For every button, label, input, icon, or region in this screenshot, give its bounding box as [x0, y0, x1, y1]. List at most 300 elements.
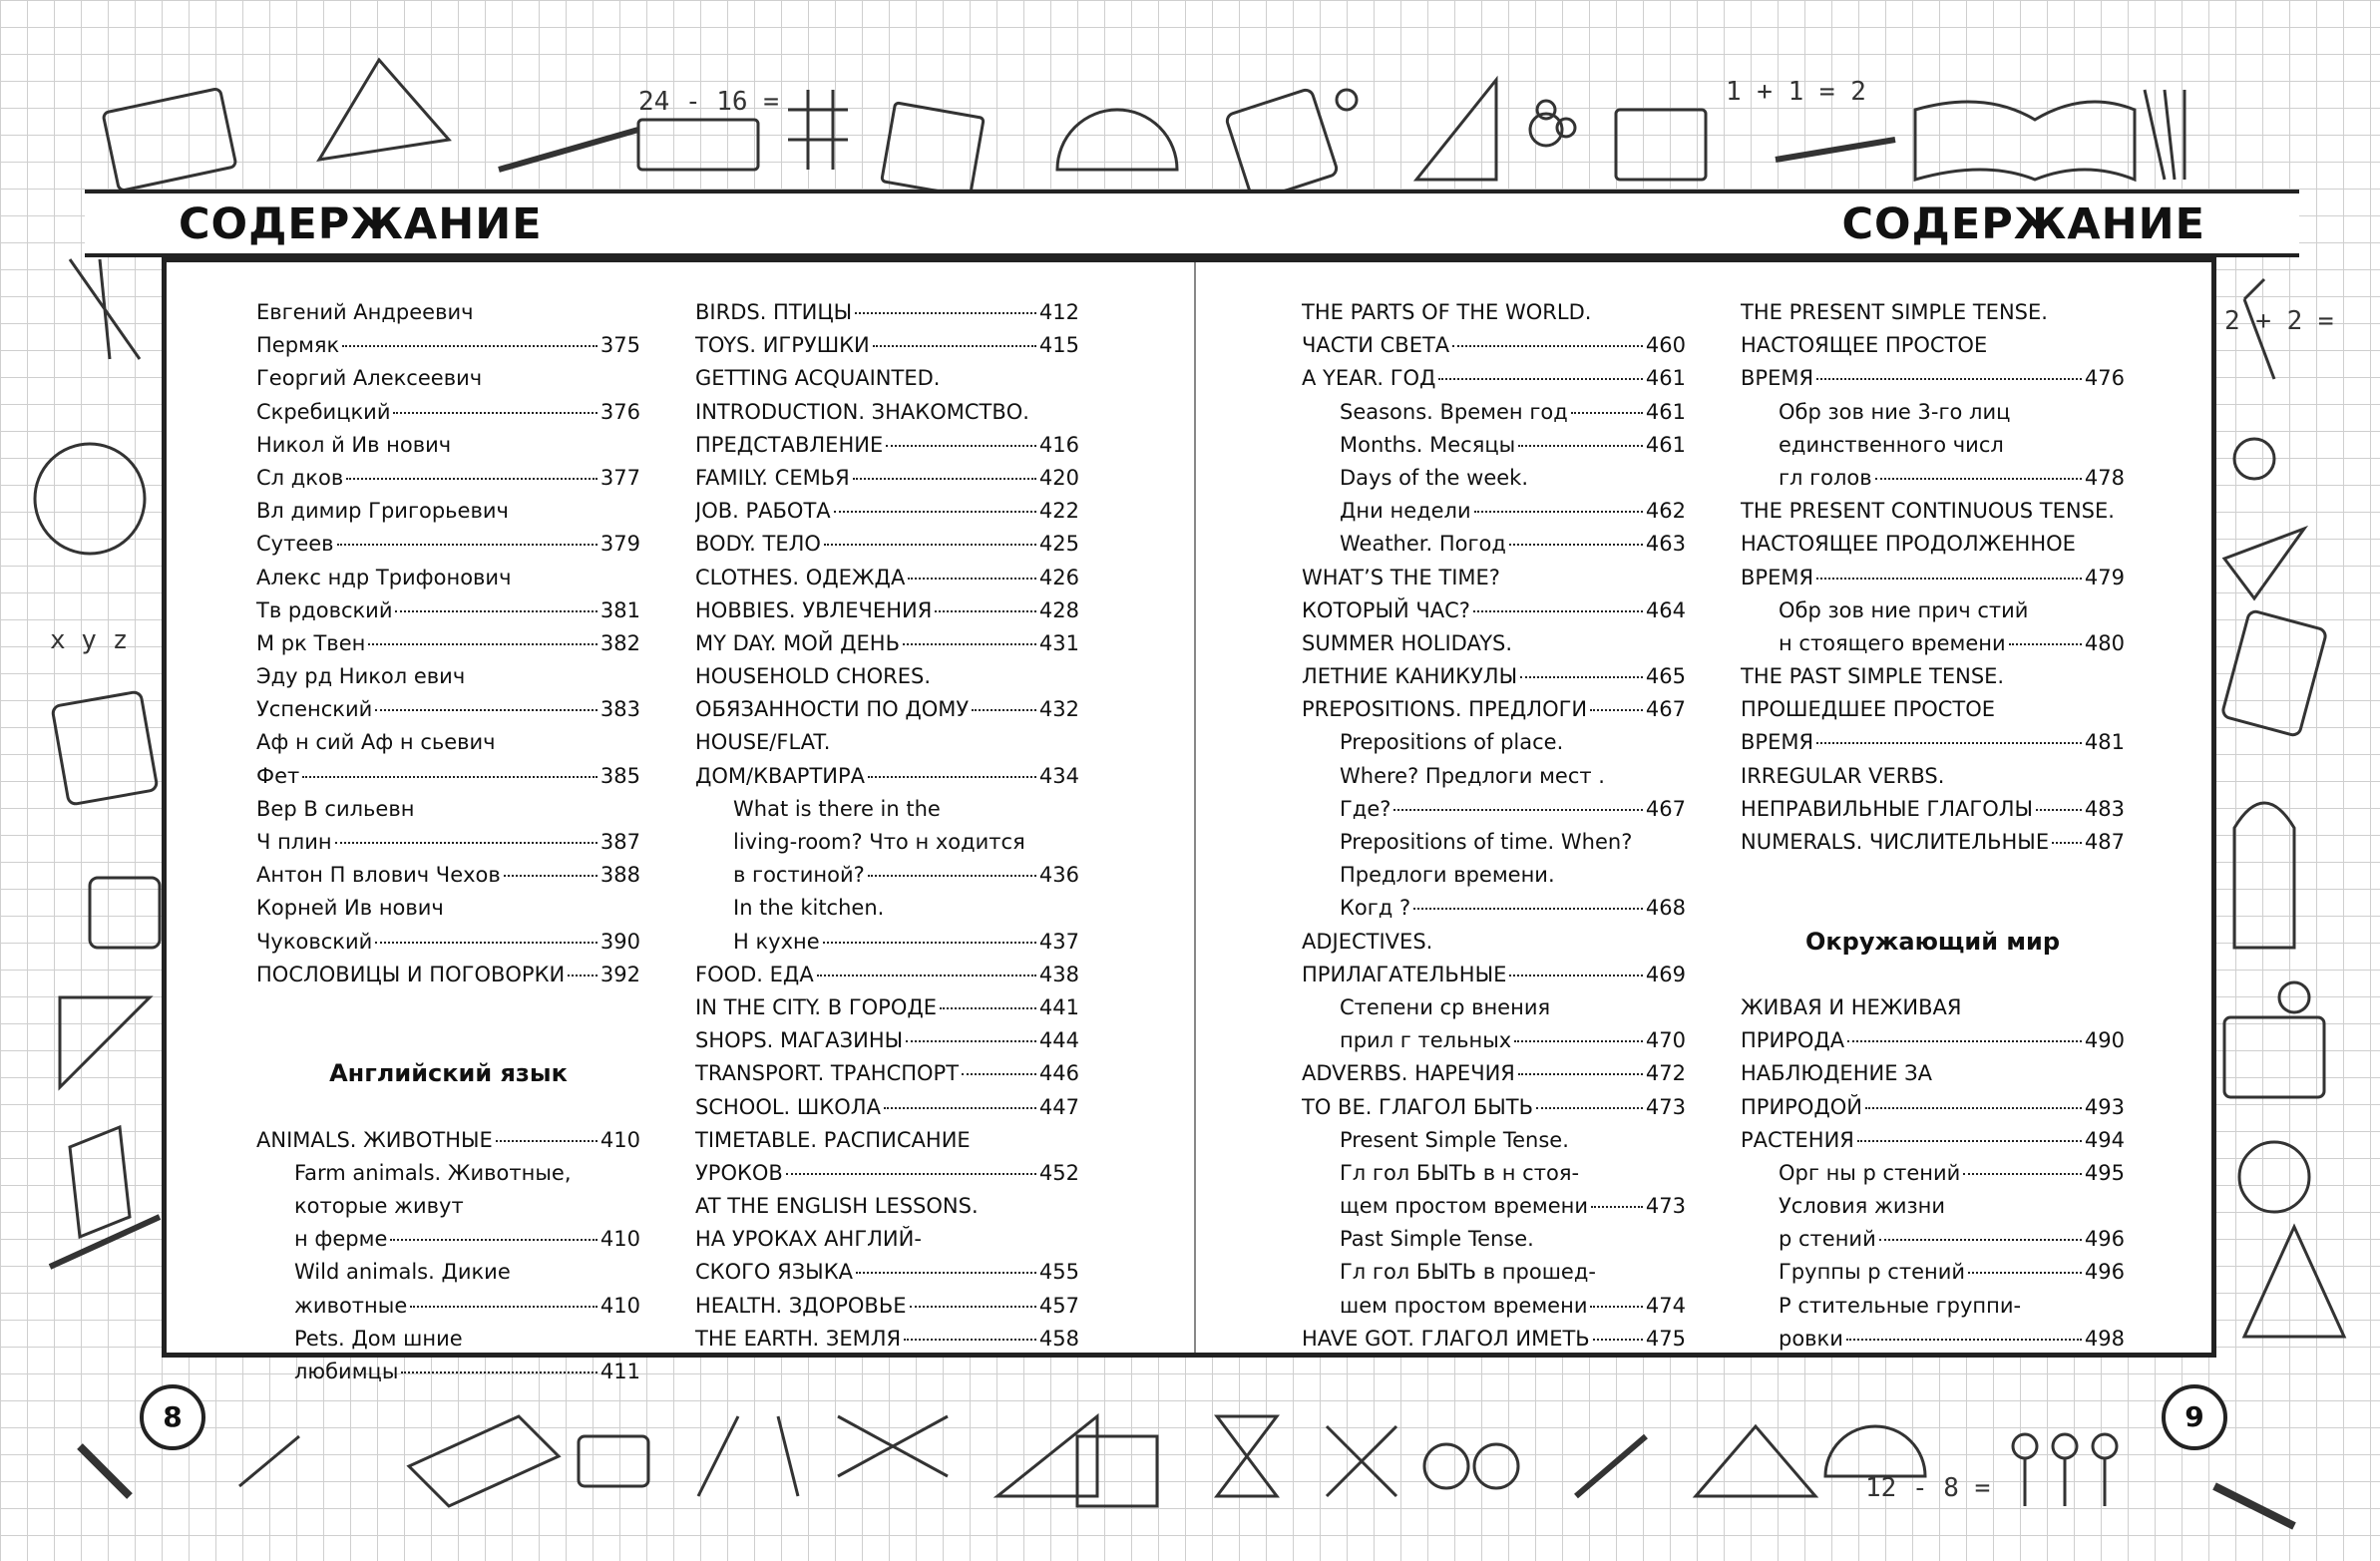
toc-entry	[1302, 892, 1686, 925]
toc-entry	[1741, 594, 2125, 627]
dot-leader	[401, 1371, 596, 1373]
dot-leader	[972, 709, 1036, 711]
toc-entry-page: 431	[1038, 630, 1079, 655]
toc-entry-title: Окружающий мир	[1804, 927, 2061, 956]
toc-entry-title: Где?	[1340, 796, 1391, 821]
toc-entry	[1741, 562, 2125, 594]
toc-entry-title: Аф н сий Аф н сьевич	[256, 730, 496, 755]
toc-entry-title: ВРЕМЯ	[1741, 565, 1814, 589]
toc-entry-title: Days of the week.	[1340, 465, 1528, 490]
toc-entry	[1741, 1323, 2125, 1356]
dot-leader	[1816, 742, 2082, 744]
dot-leader	[1847, 1040, 2082, 1042]
toc-entry-title: Farm animals. Животные,	[294, 1160, 572, 1185]
toc-entry	[1302, 1124, 1686, 1157]
toc-entry-title: HEALTH. ЗДОРОВЬЕ	[695, 1293, 907, 1318]
toc-entry	[1302, 329, 1686, 362]
toc-entry	[695, 859, 1079, 892]
toc-entry	[695, 726, 1079, 759]
dot-leader	[910, 1306, 1036, 1308]
toc-entry-page: 385	[599, 763, 640, 788]
toc-entry-page: 392	[599, 962, 640, 986]
toc-entry-title: Where? Предлоги мест .	[1340, 763, 1605, 788]
toc-entry	[1741, 1057, 2125, 1090]
toc-entry-page: 467	[1645, 697, 1686, 722]
toc-entry	[256, 462, 640, 495]
toc-entry-title: JOB. РАБОТА	[695, 499, 831, 524]
toc-entry	[695, 296, 1079, 329]
svg-text:1 + 1 = 2: 1 + 1 = 2	[1726, 77, 1866, 107]
toc-entry-title: In the kitchen.	[733, 896, 885, 921]
toc-entry-title: ЖИВАЯ И НЕЖИВАЯ	[1741, 994, 1962, 1019]
dot-leader	[873, 345, 1036, 347]
svg-text:24 - 16 =: 24 - 16 =	[638, 87, 779, 117]
toc-entry-page: 447	[1038, 1094, 1079, 1119]
toc-entry	[1302, 1157, 1686, 1190]
section-heading	[1741, 926, 2125, 959]
toc-entry-title: Скребицкий	[256, 399, 391, 424]
toc-entry	[695, 826, 1079, 859]
toc-entry-page: 428	[1038, 597, 1079, 622]
toc-entry	[1302, 1223, 1686, 1256]
toc-entry-title: НАБЛЮДЕНИЕ ЗА	[1741, 1061, 1932, 1086]
toc-entry	[1302, 1057, 1686, 1090]
toc-entry	[1741, 528, 2125, 561]
toc-entry-page: 474	[1645, 1293, 1686, 1318]
toc-entry-page: 410	[599, 1227, 640, 1252]
toc-entry	[695, 528, 1079, 561]
toc-entry-page: 412	[1038, 300, 1079, 324]
dot-leader	[935, 610, 1036, 612]
dot-leader	[855, 312, 1036, 314]
toc-entry-title: TIMETABLE. РАСПИСАНИЕ	[695, 1127, 971, 1152]
toc-entry	[695, 1157, 1079, 1190]
toc-entry-title: любимцы	[294, 1360, 399, 1383]
spacer	[256, 1091, 640, 1124]
toc-entry-title: животные	[294, 1293, 408, 1318]
toc-entry-title: НАСТОЯЩЕЕ ПРОСТОЕ	[1741, 333, 1988, 358]
toc-entry-title: Предлоги времени.	[1340, 863, 1555, 888]
page-title: СОДЕРЖАНИЕ	[1841, 199, 2205, 249]
toc-entry	[1302, 1323, 1686, 1356]
toc-entry-title: гл голов	[1779, 465, 1872, 490]
toc-entry-title: PREPOSITIONS. ПРЕДЛОГИ	[1302, 697, 1588, 722]
toc-entry	[1302, 959, 1686, 991]
toc-entry-page: 383	[599, 697, 640, 722]
toc-entry	[1302, 528, 1686, 561]
dot-leader	[1438, 378, 1642, 380]
toc-entry-title: Present Simple Tense.	[1340, 1127, 1569, 1152]
svg-text:2 + 2 =: 2 + 2 =	[2224, 306, 2334, 336]
dot-leader	[1509, 975, 1643, 976]
toc-entry	[256, 296, 640, 329]
toc-entry-page: 469	[1645, 962, 1686, 986]
toc-entry	[695, 562, 1079, 594]
toc-entry	[256, 1256, 640, 1289]
toc-entry	[1741, 1290, 2125, 1323]
toc-entry-page: 457	[1038, 1293, 1079, 1318]
toc-entry-page: 472	[1645, 1061, 1686, 1086]
toc-entry-page: 478	[2084, 465, 2125, 490]
toc-entry-title: Антон П влович Чехов	[256, 863, 501, 888]
dot-leader	[940, 1007, 1036, 1009]
toc-entry-title: NUMERALS. ЧИСЛИТЕЛЬНЫЕ	[1741, 830, 2050, 854]
toc-entry-page: 425	[1038, 532, 1079, 557]
toc-entry	[1302, 429, 1686, 462]
dot-leader	[1518, 1073, 1643, 1075]
dot-leader	[335, 842, 597, 844]
toc-entry	[256, 793, 640, 826]
toc-entry	[695, 1024, 1079, 1057]
toc-entry-page: 434	[1038, 763, 1079, 788]
dot-leader	[1865, 1107, 2082, 1109]
toc-entry-title: Гл гол БЫТЬ в прошед-	[1340, 1260, 1596, 1285]
toc-entry	[1302, 362, 1686, 395]
toc-entry-page: 476	[2084, 366, 2125, 391]
dot-leader	[375, 709, 597, 711]
toc-entry	[256, 1356, 640, 1388]
toc-entry-page: 479	[2084, 565, 2125, 589]
book-spine	[1194, 262, 1196, 1353]
toc-entry-title: КОТОРЫЙ ЧАС?	[1302, 597, 1470, 622]
toc-entry-title: Алекс ндр Трифонович	[256, 565, 512, 589]
toc-entry	[1741, 1091, 2125, 1124]
toc-entry-title: Pets. Дом шние	[294, 1326, 463, 1351]
toc-entry	[1741, 693, 2125, 726]
toc-entry-page: 446	[1038, 1061, 1079, 1086]
toc-entry	[695, 1057, 1079, 1090]
toc-entry-title: щем простом времени	[1340, 1194, 1589, 1219]
toc-entry	[256, 429, 640, 462]
toc-entry-title: INTRODUCTION. ЗНАКОМСТВО.	[695, 399, 1029, 424]
toc-entry	[256, 826, 640, 859]
toc-entry-title: Weather. Погод	[1340, 532, 1506, 557]
dot-leader	[496, 1140, 597, 1142]
toc-entry-page: 437	[1038, 929, 1079, 954]
dot-leader	[1875, 478, 2082, 480]
dot-leader	[1509, 544, 1643, 546]
toc-entry	[256, 562, 640, 594]
toc-entry-page: 376	[599, 399, 640, 424]
toc-entry	[256, 594, 640, 627]
toc-entry-page: 382	[599, 630, 640, 655]
toc-entry-page: 390	[599, 929, 640, 954]
toc-entry	[1302, 562, 1686, 594]
toc-entry-title: IRREGULAR VERBS.	[1741, 763, 1945, 788]
toc-entry-title: Past Simple Tense.	[1340, 1227, 1534, 1252]
toc-entry-page: 420	[1038, 465, 1079, 490]
dot-leader	[856, 1272, 1036, 1274]
toc-entry-title: Эду рд Никол евич	[256, 664, 466, 689]
toc-entry-page: 458	[1038, 1326, 1079, 1351]
toc-entry	[1741, 362, 2125, 395]
toc-entry-title: AT THE ENGLISH LESSONS.	[695, 1194, 979, 1219]
toc-entry	[256, 362, 640, 395]
toc-entry	[256, 959, 640, 991]
spacer	[1741, 892, 2125, 925]
toc-entry-title: SCHOOL. ШКОЛА	[695, 1094, 881, 1119]
toc-entry	[256, 1190, 640, 1223]
toc-entry-page: 473	[1645, 1094, 1686, 1119]
toc-entry	[256, 495, 640, 528]
toc-entry-page: 468	[1645, 896, 1686, 921]
toc-entry	[256, 1124, 640, 1157]
toc-entry-title: Корней Ив нович	[256, 896, 444, 921]
dot-leader	[302, 776, 597, 778]
toc-entry-title: Ч плин	[256, 830, 332, 854]
toc-entry	[695, 627, 1079, 660]
toc-entry-title: Георгий Алексеевич	[256, 366, 483, 391]
dot-leader	[337, 544, 597, 546]
toc-entry-page: 432	[1038, 697, 1079, 722]
toc-entry-page: 473	[1645, 1194, 1686, 1219]
toc-entry-title: Пермяк	[256, 333, 340, 358]
toc-entry	[256, 1290, 640, 1323]
toc-entry-page: 493	[2084, 1094, 2125, 1119]
dot-leader	[834, 511, 1036, 513]
toc-entry-title: ДОМ/КВАРТИРА	[695, 763, 866, 788]
toc-entry	[1302, 396, 1686, 429]
toc-entry-title: TRANSPORT. ТРАНСПОРТ	[695, 1061, 960, 1086]
dot-leader	[886, 445, 1036, 447]
toc-entry-page: 381	[599, 597, 640, 622]
toc-entry	[1302, 859, 1686, 892]
toc-entry-page: 465	[1645, 664, 1686, 689]
dot-leader	[1591, 1206, 1643, 1208]
toc-entry-title: SUMMER HOLIDAYS.	[1302, 630, 1513, 655]
toc-entry	[695, 991, 1079, 1024]
toc-entry-page: 410	[599, 1293, 640, 1318]
toc-entry-page: 416	[1038, 432, 1079, 457]
dot-leader	[962, 1073, 1036, 1075]
toc-entry-title: Wild animals. Дикие	[294, 1260, 511, 1285]
toc-entry	[695, 892, 1079, 925]
header-banner-left	[85, 190, 1197, 257]
toc-entry-title: HAVE GOT. ГЛАГОЛ ИМЕТЬ	[1302, 1326, 1590, 1351]
toc-entry-title: СКОГО ЯЗЫКА	[695, 1260, 853, 1285]
toc-entry-title: Английский язык	[329, 1059, 568, 1088]
toc-entry-title: ПРОШЕДШЕЕ ПРОСТОЕ	[1741, 697, 1996, 722]
toc-entry	[256, 693, 640, 726]
toc-entry	[1741, 660, 2125, 693]
toc-entry-title: Н кухне	[733, 929, 820, 954]
toc-entry-title: GETTING ACQUAINTED.	[695, 366, 941, 391]
toc-entry	[1741, 1223, 2125, 1256]
toc-entry-title: Сутеев	[256, 532, 334, 557]
toc-entry	[1741, 991, 2125, 1024]
dot-leader	[2052, 842, 2082, 844]
toc-entry-title: единственного числ	[1779, 432, 2004, 457]
toc-entry	[695, 362, 1079, 395]
toc-entry-title: Вер В сильевн	[256, 796, 415, 821]
dot-leader	[1473, 610, 1643, 612]
toc-entry-title: Гл гол БЫТЬ в н стоя-	[1340, 1160, 1580, 1185]
toc-entry-page: 379	[599, 532, 640, 557]
toc-entry	[695, 396, 1079, 429]
toc-entry	[1302, 726, 1686, 759]
toc-column	[695, 296, 1079, 1356]
toc-entry	[1302, 594, 1686, 627]
toc-entry-page: 455	[1038, 1260, 1079, 1285]
dot-leader	[1520, 676, 1643, 678]
toc-entry	[1741, 495, 2125, 528]
toc-entry-page: 422	[1038, 499, 1079, 524]
toc-entry	[695, 329, 1079, 362]
toc-entry-title: HOBBIES. УВЛЕЧЕНИЯ	[695, 597, 933, 622]
dot-leader	[1571, 412, 1643, 414]
dot-leader	[395, 610, 596, 612]
page-number-left: 8	[140, 1384, 205, 1450]
toc-entry-title: Орг ны р стений	[1779, 1160, 1961, 1185]
toc-entry-title: н стоящего времени	[1779, 630, 2006, 655]
toc-entry	[1302, 926, 1686, 959]
toc-entry-title: THE PRESENT SIMPLE TENSE.	[1741, 300, 2048, 324]
toc-entry	[1741, 296, 2125, 329]
toc-entry	[1741, 627, 2125, 660]
dot-leader	[504, 875, 597, 877]
dot-leader	[1857, 1140, 2082, 1142]
toc-entry-page: 463	[1645, 532, 1686, 557]
toc-entry-title: ПРИЛАГАТЕЛЬНЫЕ	[1302, 962, 1507, 986]
page-number-right: 9	[2162, 1384, 2227, 1450]
dot-leader	[1452, 345, 1643, 347]
toc-entry-page: 377	[599, 465, 640, 490]
toc-entry	[256, 396, 640, 429]
toc-entry	[695, 1190, 1079, 1223]
toc-entry	[695, 495, 1079, 528]
toc-column	[256, 296, 640, 1388]
spacer	[1741, 859, 2125, 892]
toc-column	[1741, 296, 2125, 1356]
dot-leader	[390, 1239, 597, 1241]
toc-entry-title: ПРЕДСТАВЛЕНИЕ	[695, 432, 884, 457]
dot-leader	[1963, 1173, 2082, 1175]
toc-column	[1302, 296, 1686, 1356]
dot-leader	[868, 875, 1036, 877]
toc-entry	[1741, 462, 2125, 495]
toc-entry	[1741, 726, 2125, 759]
toc-entry	[1302, 991, 1686, 1024]
toc-entry-page: 495	[2084, 1160, 2125, 1185]
toc-entry	[256, 1157, 640, 1190]
toc-entry	[1741, 1190, 2125, 1223]
toc-entry-title: Prepositions of place.	[1340, 730, 1564, 755]
toc-entry-title: THE PRESENT CONTINUOUS TENSE.	[1741, 499, 2115, 524]
toc-entry	[1741, 329, 2125, 362]
toc-entry-page: 375	[599, 333, 640, 358]
toc-entry	[1302, 296, 1686, 329]
dot-leader	[1879, 1239, 2082, 1241]
toc-entry	[1302, 693, 1686, 726]
toc-entry-page: 496	[2084, 1260, 2125, 1285]
toc-entry-page: 462	[1645, 499, 1686, 524]
toc-entry	[695, 594, 1079, 627]
dot-leader	[1474, 511, 1643, 513]
toc-entry-title: ПОСЛОВИЦЫ И ПОГОВОРКИ	[256, 962, 566, 986]
toc-entry	[1302, 1024, 1686, 1057]
toc-entry-title: ADJECTIVES.	[1302, 929, 1433, 954]
dot-leader	[1590, 1306, 1642, 1308]
dot-leader	[786, 1173, 1036, 1175]
toc-entry	[1741, 429, 2125, 462]
toc-entry	[1741, 793, 2125, 826]
toc-entry-title: HOUSE/FLAT.	[695, 730, 831, 755]
toc-entry	[1302, 1091, 1686, 1124]
toc-entry-title: Тв рдовский	[256, 597, 393, 622]
toc-entry-title: ЧАСТИ СВЕТА	[1302, 333, 1450, 358]
header-banner-right	[1187, 190, 2299, 257]
toc-entry-page: 444	[1038, 1028, 1079, 1053]
toc-entry-title: Обр зов ние прич стий	[1779, 597, 2029, 622]
toc-entry-title: Группы р стений	[1779, 1260, 1966, 1285]
toc-entry-title: ПРИРОДА	[1741, 1028, 1845, 1053]
dot-leader	[2009, 643, 2082, 645]
dot-leader	[903, 643, 1036, 645]
toc-entry-title: Степени ср внения	[1340, 994, 1551, 1019]
toc-entry-title: Prepositions of time. When?	[1340, 830, 1633, 854]
dot-leader	[342, 345, 597, 347]
toc-entry	[256, 892, 640, 925]
dot-leader	[410, 1306, 597, 1308]
toc-entry	[256, 528, 640, 561]
toc-entry-title: MY DAY. МОЙ ДЕНЬ	[695, 630, 900, 655]
toc-entry-title: НА УРОКАХ АНГЛИЙ-	[695, 1227, 922, 1252]
toc-entry	[1741, 1157, 2125, 1190]
toc-entry-title: ANIMALS. ЖИВОТНЫЕ	[256, 1127, 493, 1152]
toc-entry	[1302, 1290, 1686, 1323]
section-heading	[256, 1057, 640, 1090]
spacer	[256, 991, 640, 1024]
toc-entry-title: в гостиной?	[733, 863, 865, 888]
toc-entry-title: WHAT’S THE TIME?	[1302, 565, 1500, 589]
toc-entry-title: BIRDS. ПТИЦЫ	[695, 300, 853, 324]
toc-entry-title: CLOTHES. ОДЕЖДА	[695, 565, 906, 589]
toc-entry-title: HOUSEHOLD CHORES.	[695, 664, 932, 689]
toc-entry-title: РАСТЕНИЯ	[1741, 1127, 1854, 1152]
toc-entry	[256, 760, 640, 793]
dot-leader	[368, 643, 597, 645]
toc-entry-page: 464	[1645, 597, 1686, 622]
dot-leader	[853, 478, 1036, 480]
toc-entry	[256, 660, 640, 693]
toc-entry-title: Евгений Андреевич	[256, 300, 474, 324]
toc-entry-page: 490	[2084, 1028, 2125, 1053]
toc-entry-title: A YEAR. ГОД	[1302, 366, 1436, 391]
toc-entry-page: 461	[1645, 366, 1686, 391]
toc-entry-title: THE PAST SIMPLE TENSE.	[1741, 664, 2005, 689]
toc-entry-page: 426	[1038, 565, 1079, 589]
dot-leader	[1846, 1339, 2082, 1341]
toc-entry	[1302, 1256, 1686, 1289]
toc-entry	[256, 1223, 640, 1256]
toc-entry	[256, 329, 640, 362]
toc-entry-page: 452	[1038, 1160, 1079, 1185]
dot-leader	[393, 412, 596, 414]
dot-leader	[906, 1040, 1036, 1042]
spacer	[1741, 959, 2125, 991]
dot-leader	[1816, 578, 2082, 580]
toc-entry	[695, 1290, 1079, 1323]
toc-entry-title: Сл дков	[256, 465, 344, 490]
dot-leader	[375, 942, 597, 944]
dot-leader	[1816, 378, 2082, 380]
toc-entry-page: 487	[2084, 830, 2125, 854]
toc-entry-page: 481	[2084, 730, 2125, 755]
toc-entry-page: 387	[599, 830, 640, 854]
toc-entry	[1741, 760, 2125, 793]
toc-entry-page: 415	[1038, 333, 1079, 358]
dot-leader	[817, 975, 1036, 976]
